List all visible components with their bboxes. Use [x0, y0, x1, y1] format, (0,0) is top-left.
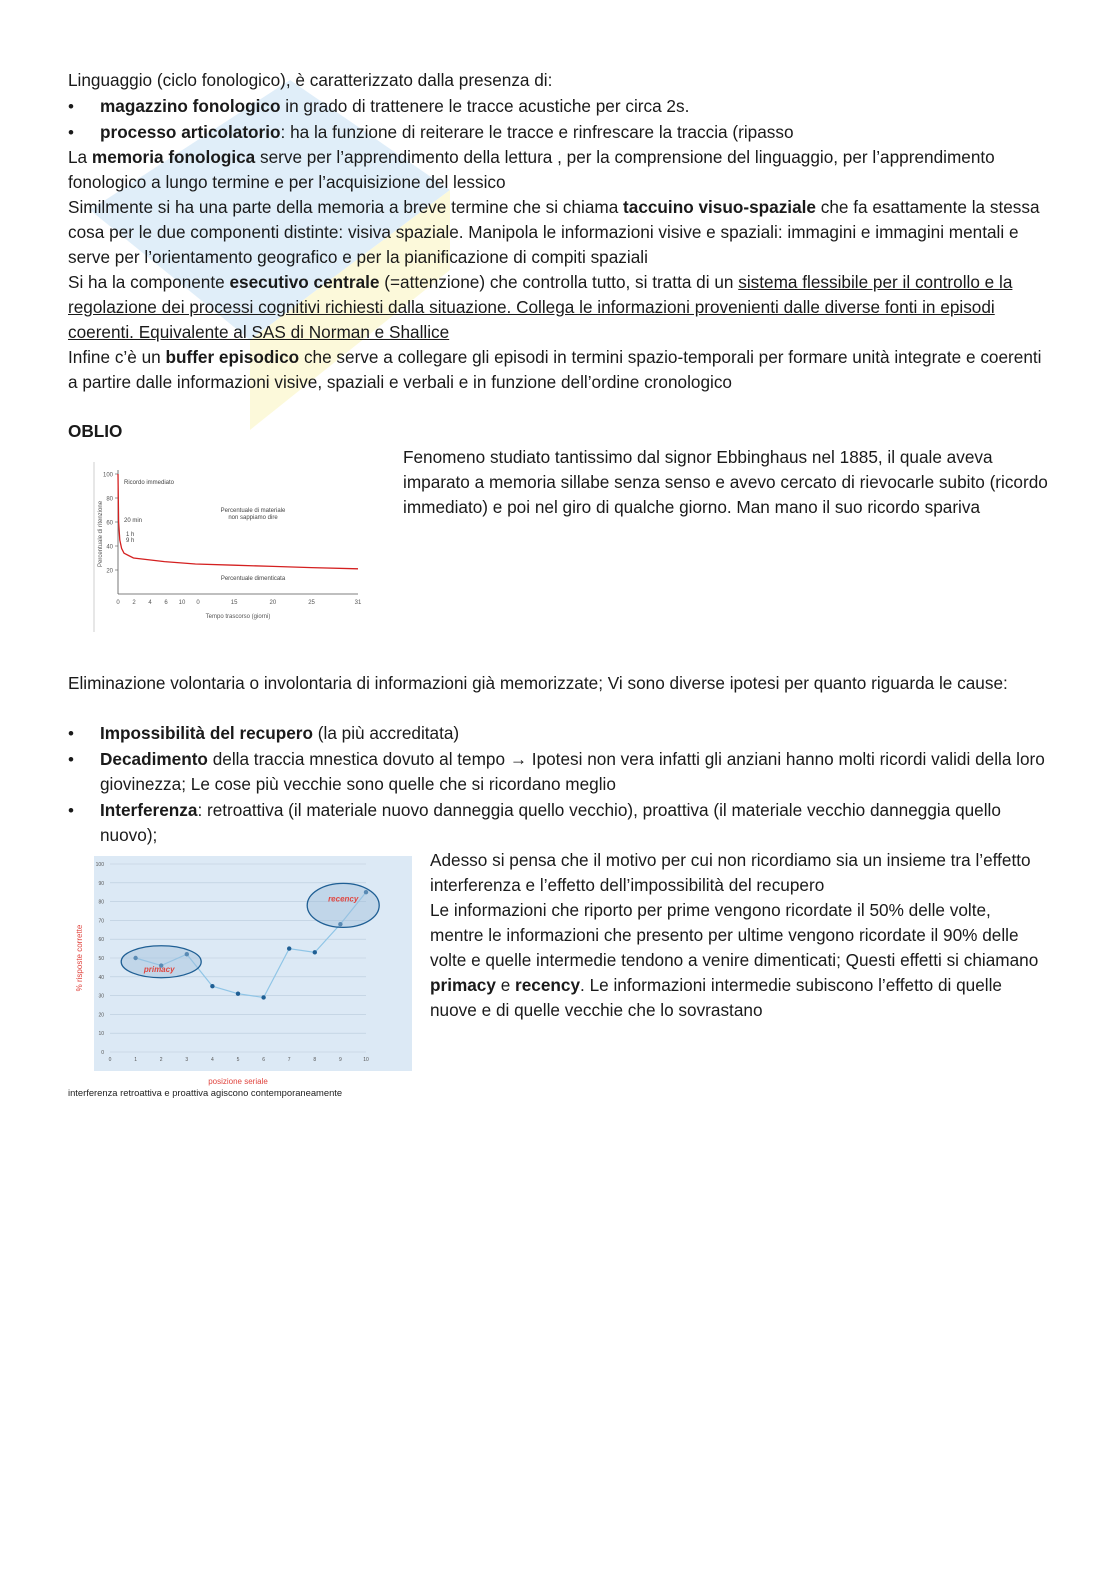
text-span: Le informazioni che riporto per prime vengono ricordate il 50% delle volte, mentre le informazioni che presento per ultime vengono ricordate il 90% delle volte e quelle intermedie tendono a venire dimenticati; Questi effetti si chiamano	[430, 900, 1039, 970]
x-axis-label: Tempo trascorso (giorni)	[205, 614, 271, 620]
x-tick-label: 15	[230, 600, 238, 606]
text-span: (=attenzione) che controlla tutto, si tratta di un	[379, 272, 739, 292]
serial-text-1: Adesso si pensa che il motivo per cui non ricordiamo sia un insieme tra l’effetto interferenza e l’effetto dell’impossibilità del recupero	[430, 850, 1031, 895]
y-axis-label: Percentuale di ritenzione	[98, 500, 104, 568]
y-tick-label: 100	[102, 472, 113, 479]
x-tick-label: 4	[211, 1057, 214, 1063]
bullet-text: : retroattiva (il materiale nuovo danneggia quello vecchio), proattiva (il materiale vecchio danneggia quello nuovo);	[100, 800, 1001, 845]
bullet-processo	[68, 120, 1048, 145]
y-tick-label: 70	[98, 918, 104, 925]
x-tick-label: 1	[134, 1057, 137, 1063]
primacy-label: primacy	[143, 964, 175, 974]
data-point	[210, 984, 214, 988]
elim-line: Eliminazione volontaria o involontaria di informazioni già memorizzate; Vi sono diverse ipotesi per quanto riguarda le cause:	[68, 673, 1008, 693]
x-tick-label: 0	[108, 1057, 112, 1063]
intro-line: Linguaggio (ciclo fonologico), è caratterizzato dalla presenza di:	[68, 70, 553, 90]
text-span: La	[68, 147, 92, 167]
x-tick-label: 0	[196, 600, 200, 606]
text-span: Infine c’è un	[68, 347, 166, 367]
x-tick-label: 10	[178, 600, 186, 606]
text-span: che fa esattamente la stessa cosa per le due componenti distinte: visiva spaziale. Manipola le informazioni visive e spaziali: immagini e immagini mentali e serve per l’orientamento geografico e per la pianificazione di compiti spaziali	[68, 197, 1040, 267]
bullet-text: (la più accreditata)	[313, 723, 460, 743]
y-tick-label: 100	[95, 862, 104, 868]
bullet-bold: Interferenza	[100, 800, 198, 820]
bullet-bold: Impossibilità del recupero	[100, 723, 313, 743]
forgetting-curve-chart	[88, 462, 388, 632]
bullet-text: : ha la funzione di reiterare le tracce e rinfrescare la traccia (ripasso	[280, 122, 794, 142]
y-tick-label: 40	[98, 974, 104, 981]
bold-span: taccuino visuo-spaziale	[623, 197, 816, 217]
text-span: . Le informazioni intermedie subiscono l’effetto di quelle nuove e di quelle vecchie che lo sovrastano	[430, 975, 1002, 1020]
annotation-label: Ricordo immediato	[124, 480, 175, 486]
serial-position-chart	[66, 856, 416, 1104]
bullet-text: Ipotesi non vera infatti gli anziani hanno molti ricordi validi della loro giovinezza; Le cose più vecchie sono quelle che si ricordano meglio	[100, 749, 1045, 794]
bold-span: memoria fonologica	[91, 147, 256, 167]
x-tick-label: 9	[339, 1057, 342, 1063]
x-tick-label: 6	[262, 1057, 265, 1063]
annotation-label: 9 h	[126, 538, 135, 544]
x-tick-label: 31	[354, 600, 362, 606]
retention-curve	[118, 474, 358, 569]
text-span: che serve a collegare gli episodi in termini spazio-temporali per formare unità integrate e coerenti a partire dalle informazioni visive, spaziali e verbali e in funzione dell’ordine cronologico	[68, 347, 1042, 392]
x-tick-label: 4	[148, 600, 152, 606]
bullet-bold: magazzino fonologico	[100, 96, 281, 116]
bold-span: buffer episodico	[165, 347, 300, 367]
x-tick-label: 3	[185, 1057, 189, 1063]
underlined-span: sistema flessibile per il controllo e la regolazione dei processi cognitivi richiesti dalla situazione. Collega le informazioni provenienti dalle diverse fonti in episodi coerenti. Equivalente al SAS di Norman e Shallice	[68, 272, 1013, 342]
y-tick-label: 90	[98, 880, 104, 887]
taccuino-paragraph	[68, 195, 1048, 270]
x-tick-label: 7	[287, 1057, 291, 1063]
bullet-bold: processo articolatorio	[100, 122, 281, 142]
buffer-paragraph	[68, 345, 1048, 395]
x-tick-label: 20	[269, 600, 277, 606]
x-tick-label: 5	[236, 1057, 240, 1063]
y-tick-label: 10	[98, 1031, 104, 1038]
annotation-label: Percentuale di materiale	[220, 508, 286, 514]
serial-text-2	[430, 898, 1045, 1023]
oblio-heading: OBLIO	[68, 421, 123, 441]
bullet-magazzino	[68, 94, 1048, 119]
y-tick-label: 20	[106, 568, 113, 575]
y-tick-label: 80	[98, 899, 104, 906]
x-tick-label: 6	[164, 600, 168, 606]
data-point	[236, 992, 240, 996]
text-span: Si ha la componente	[68, 272, 230, 292]
annotation-label: 20 min	[124, 518, 143, 524]
esecutivo-paragraph	[68, 270, 1048, 345]
bold-span: primacy	[430, 975, 496, 995]
chart-caption: interferenza retroattiva e proattiva agiscono contemporaneamente	[68, 1087, 343, 1098]
y-tick-label: 20	[98, 1012, 104, 1019]
y-tick-label: 60	[106, 520, 113, 527]
bullet-interferenza	[68, 798, 1048, 848]
x-axis-label: posizione seriale	[208, 1077, 268, 1086]
arrow-icon: →	[509, 749, 528, 769]
annotation-label: Percentuale dimenticata	[220, 576, 286, 582]
text-span: serve per l’apprendimento della lettura , per la comprensione del linguaggio, per l’apprendimento fonologico a lungo termine e per l’acquisizione del lessico	[68, 147, 995, 192]
bullet-bold: Decadimento	[100, 749, 208, 769]
bold-span: recency	[515, 975, 581, 995]
x-tick-label: 25	[308, 600, 315, 606]
x-tick-label: 10	[363, 1057, 369, 1063]
bullet-text: in grado di trattenere le tracce acustiche per circa 2s.	[280, 96, 690, 116]
bullet-decadimento	[68, 747, 1048, 797]
recency-label: recency	[328, 894, 359, 904]
text-span: e	[495, 975, 516, 995]
memoria-paragraph	[68, 145, 1048, 195]
x-tick-label: 0	[116, 600, 120, 606]
y-tick-label: 50	[98, 956, 104, 962]
data-point	[261, 995, 265, 999]
bold-span: esecutivo centrale	[229, 272, 380, 292]
data-point	[287, 946, 291, 950]
bullet-recupero	[68, 721, 1048, 746]
x-tick-label: 8	[313, 1057, 317, 1063]
recency-ellipse	[307, 883, 379, 927]
oblio-side-text: Fenomeno studiato tantissimo dal signor Ebbinghaus nel 1885, il quale aveva imparato a memoria sillabe senza senso e avevo cercato di rievocarle subito (ricordo immediato) e poi nel giro di qualche giorno. Man mano il suo ricordo spariva	[403, 447, 1048, 517]
x-tick-label: 2	[132, 600, 136, 606]
text-span: Similmente si ha una parte della memoria a breve termine che si chiama	[68, 197, 624, 217]
bullet-text: della traccia mnestica dovuto al tempo	[207, 749, 510, 769]
y-tick-label: 30	[98, 993, 104, 1000]
y-tick-label: 40	[106, 544, 113, 551]
y-tick-label: 0	[101, 1050, 104, 1056]
annotation-label: non sappiamo dire	[228, 515, 278, 521]
y-tick-label: 80	[106, 496, 113, 503]
x-tick-label: 2	[159, 1057, 163, 1063]
y-tick-label: 60	[98, 937, 104, 944]
annotation-label: 1 h	[126, 532, 135, 538]
y-axis-label: % risposte corrette	[75, 924, 84, 992]
data-point	[313, 950, 317, 954]
